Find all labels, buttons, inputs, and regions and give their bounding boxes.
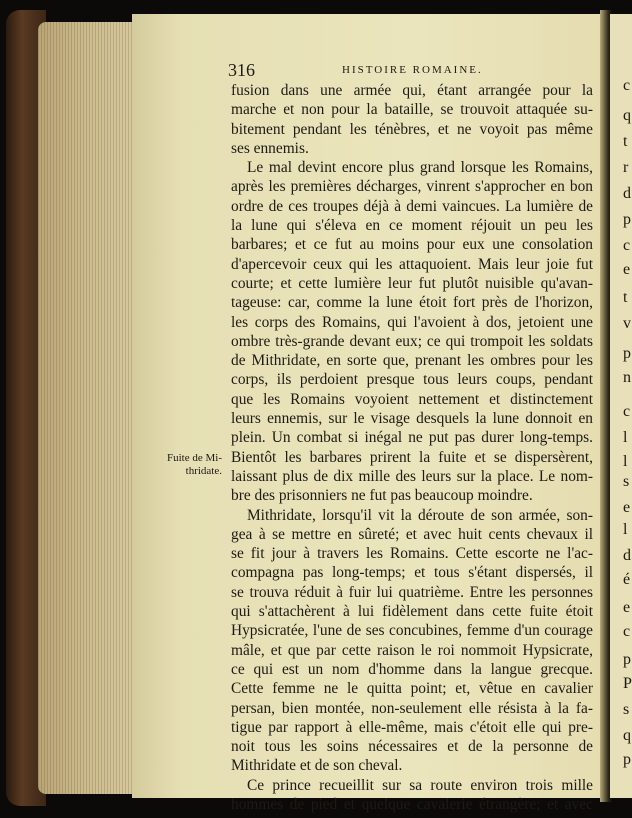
text-line: corps, ils perdoient presque tous leurs coups, pendant: [231, 371, 593, 389]
text-line: ce qui est un nom d'homme dans la langue grecque.: [231, 660, 593, 678]
text-line: marche et non pour la bataille, se trouvoit attaquée su-: [231, 101, 593, 119]
next-page-letter: t: [623, 133, 628, 150]
next-page-letter: n: [623, 369, 631, 386]
page-header: [228, 60, 596, 82]
next-page-letter: s: [623, 701, 630, 718]
text-line: fusion dans une armée qui, étant arrangée pour la: [231, 82, 593, 99]
text-line: ombre très-grande devant eux; ce qui trompoit les soldats: [231, 332, 593, 350]
next-page-letter: q: [623, 107, 631, 124]
text-line: tageuse: car, comme la lune étoit fort près de l'horizon,: [231, 294, 593, 312]
text-line: persan, bien montée, non-seulement elle résista à la fa-: [231, 699, 593, 717]
text-line: leurs ennemis, sur le visage desquels la lune donnoit en: [231, 410, 593, 428]
text-line: compagna pas long-temps; et tous s'étant dispersés, il: [231, 564, 593, 582]
text-line: Mithridate, lorsqu'il vit la déroute de son armée, son-: [247, 506, 593, 524]
text-line: bitement pendant les ténèbres, et ne voyoit pas même: [231, 120, 593, 138]
next-page-letter: d: [623, 547, 631, 564]
next-page-letter: e: [623, 599, 631, 616]
text-line: hommes de pied et quelque cavalerie étrangère; et avec: [231, 795, 593, 813]
next-page-letter: r: [623, 159, 629, 176]
text-line: de Mithridate, en sorte que, prenant les ombres pour les: [231, 352, 593, 370]
next-page-letter: s: [623, 473, 630, 490]
text-line: ses ennemis.: [231, 139, 309, 157]
text-line: d'apercevoir ceux qui les attaquoient. Mais leur joie fut: [231, 255, 593, 273]
text-line: Cette femme ne le quitta point; et, vêtue en cavalier: [231, 680, 593, 698]
running-title: HISTOIRE ROMAINE.: [342, 64, 483, 76]
text-line: noit tous les soins nécessaires et de la personne de: [231, 738, 593, 756]
margin-note-line: Fuite de Mi-: [167, 452, 222, 464]
text-line: mâle, et que par cette raison le roi nommoit Hypsicrate,: [231, 641, 593, 659]
text-line: Hypsicratée, l'une de ses concubines, femme d'un courage: [231, 622, 593, 640]
right-page-edge: [610, 14, 632, 798]
next-page-letter: p: [623, 751, 631, 768]
next-page-letter: q: [623, 727, 631, 744]
next-page-letter: v: [623, 315, 631, 332]
next-page-letter: l: [623, 429, 628, 446]
text-line: plein. Un combat si inégal ne put pas durer long-temps.: [231, 429, 593, 447]
text-line: la lune qui s'éleva en ce moment réjouit un peu les: [231, 217, 593, 235]
text-line: que les Romains voyoient nettement et distinctement: [231, 390, 593, 408]
text-line: gea à se mettre en sûreté; et avec huit cents chevaux il: [231, 525, 593, 543]
text-line: Le mal devint encore plus grand lorsque les Romains,: [247, 159, 593, 177]
text-line: tigue par rapport à elle-même, mais c'étoit elle qui pre-: [231, 718, 593, 736]
text-line: se fit jour à travers les Romains. Cette escorte ne l'ac-: [231, 545, 593, 563]
next-page-letter: t: [623, 289, 628, 306]
next-page-letter: e: [623, 261, 631, 278]
next-page-letter: P: [623, 675, 632, 692]
page-number: 316: [228, 60, 255, 80]
next-page-letter: p: [623, 345, 631, 362]
text-line: barbares; et ce fut au moins pour eux une consolation: [231, 236, 593, 254]
text-line: laissant plus de dix mille des leurs sur la place. Le nom-: [231, 467, 593, 485]
next-page-letter: é: [623, 571, 631, 588]
body-text: [231, 81, 593, 814]
text-line: qui s'attachèrent à lui fidèlement dans cette fuite étoit: [231, 603, 593, 621]
text-line: se trouva réduit à fuir lui quatrième. Entre les personnes: [231, 583, 593, 601]
text-line: Bientôt les barbares prirent la fuite et se dispersèrent,: [231, 448, 593, 466]
text-line: après les premières décharges, vinrent s'approcher en bon: [231, 178, 593, 196]
next-page-letter: c: [623, 237, 631, 254]
next-page-letter: e: [623, 499, 631, 516]
next-page-letter: l: [623, 521, 628, 538]
text-line: Mithridate et de son cheval.: [231, 757, 403, 775]
page-edges-stack: [38, 22, 138, 794]
next-page-letter: c: [623, 403, 631, 420]
text-line: bre des prisonniers ne fut pas beaucoup moindre.: [231, 487, 533, 505]
text-line: courte; et cette lumière leur fut plutôt nuisible qu'avan-: [231, 274, 593, 292]
text-line: ordre de ces troupes déjà à demi vaincues. La lumière de: [231, 197, 593, 215]
next-page-letter: c: [623, 623, 631, 640]
next-page-letter: p: [623, 651, 631, 668]
next-page-letter: p: [623, 211, 631, 228]
next-page-letter: l: [623, 453, 628, 470]
margin-note-line: thridate.: [185, 465, 222, 477]
next-page-letter: c: [623, 77, 631, 94]
text-line: Ce prince recueillit sur sa route environ trois mille: [247, 776, 593, 794]
text-line: les corps des Romains, qui l'avoient à dos, jetoient une: [231, 313, 593, 331]
margin-note: [160, 452, 222, 478]
next-page-letter: d: [623, 185, 631, 202]
